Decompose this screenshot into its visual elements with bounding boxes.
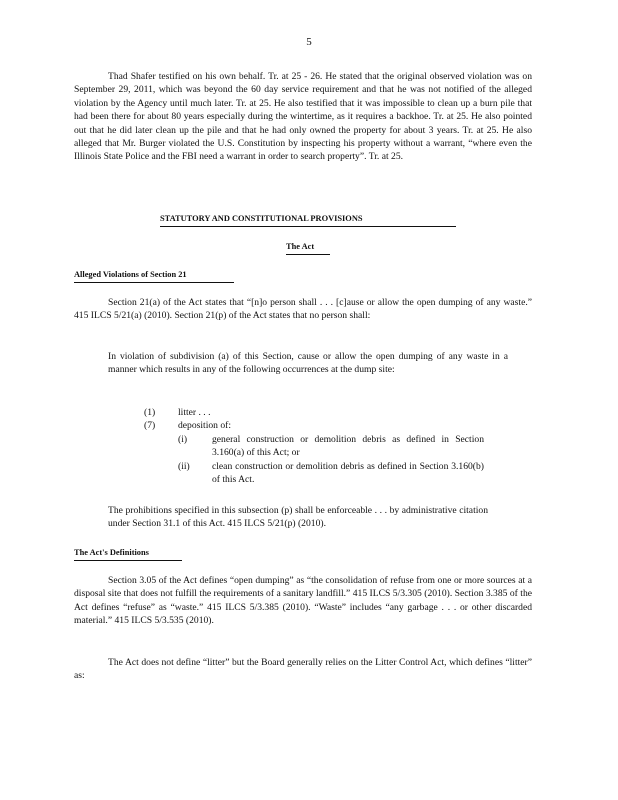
quote-intro-text: In violation of subdivision (a) of this Section, cause or allow the open dumping of any waste in a manner which results in any of the following occurrences at the dump site: <box>108 351 508 376</box>
act-definitions-underline <box>74 560 182 561</box>
item-number: (1) <box>144 407 156 418</box>
litter-text: The Act does not define “litter” but the Board generally relies on the Litter Control Act, which defines “litter” as: <box>74 657 532 682</box>
sub-item-number: (ii) <box>178 460 190 472</box>
statutory-provisions-heading: STATUTORY AND CONSTITUTIONAL PROVISIONS <box>160 214 363 223</box>
act-definitions-heading: The Act's Definitions <box>74 548 149 557</box>
sub-item-text: general construction or demolition debris as defined in Section 3.160(a) of this Act; or <box>212 433 484 459</box>
quote-close-text: The prohibitions specified in this subsection (p) shall be enforceable . . . by administrative citation under Section 31.1 of this Act. 415 ILCS 5/21(p) (2010). <box>108 505 488 530</box>
sub-item <box>178 460 484 487</box>
item-text: litter . . . <box>178 407 211 418</box>
item-text: deposition of: <box>178 420 232 432</box>
shafer-testimony-paragraph <box>74 70 532 164</box>
page-number: 5 <box>306 36 312 48</box>
quote-intro-paragraph <box>108 350 508 377</box>
alleged-violations-underline <box>74 282 234 283</box>
item-number: (7) <box>144 420 156 432</box>
sub-item-number: (i) <box>178 433 188 445</box>
sub-item <box>178 433 484 460</box>
shafer-testimony-text: Thad Shafer testified on his own behalf. Tr. at 25 - 26. He stated that the original observed violation was on September 29, 2011, which was beyond the 60 day service requirement and that he was not notified of the alleged violation by the Agency until much later. Tr. at 25. He also testified that it was impossible to clean up a burn pile that had been there for about 80 years especially during the wintertime, as it requires a backhoe. Tr. at 25. He also pointed out that he did later clean up the pile and that he had only owned the property for about 3 years. Tr. at 25. He also alleged that Mr. Burger violated the U.S. Constitution by inspecting his property without a warrant, “where even the Illinois State Police and the FBI need a warrant in order to search property”. Tr. at 25. <box>74 71 532 163</box>
occurrence-list <box>144 406 484 486</box>
definitions-paragraph <box>74 574 532 628</box>
litter-paragraph <box>74 656 532 683</box>
list-item <box>144 406 484 419</box>
the-act-underline <box>286 254 330 255</box>
list-item <box>144 419 484 486</box>
alleged-violations-heading: Alleged Violations of Section 21 <box>74 270 187 279</box>
sub-item-text: clean construction or demolition debris as defined in Section 3.160(b) of this Act. <box>212 460 484 486</box>
quote-close-paragraph <box>108 504 488 531</box>
section21-paragraph <box>74 296 532 323</box>
definitions-text: Section 3.05 of the Act defines “open dumping” as “the consolidation of refuse from one or more sources at a disposal site that does not fulfill the requirements of a sanitary landfill.” 415 ILCS 5/3.305 (2010). Section 3.385 of the Act defines “refuse” as “waste.” 415 ILCS 5/3.385 (2010). “Waste” includes “any garbage . . . or other discarded material.” 415 ILCS 5/3.535 (2010). <box>74 575 532 627</box>
section21-text: Section 21(a) of the Act states that “[n]o person shall . . . [c]ause or allow the open dumping of any waste.” 415 ILCS 5/21(a) (2010). Section 21(p) of the Act states that no person shall: <box>74 297 532 322</box>
statutory-heading-underline <box>160 226 456 227</box>
the-act-heading: The Act <box>286 242 315 251</box>
